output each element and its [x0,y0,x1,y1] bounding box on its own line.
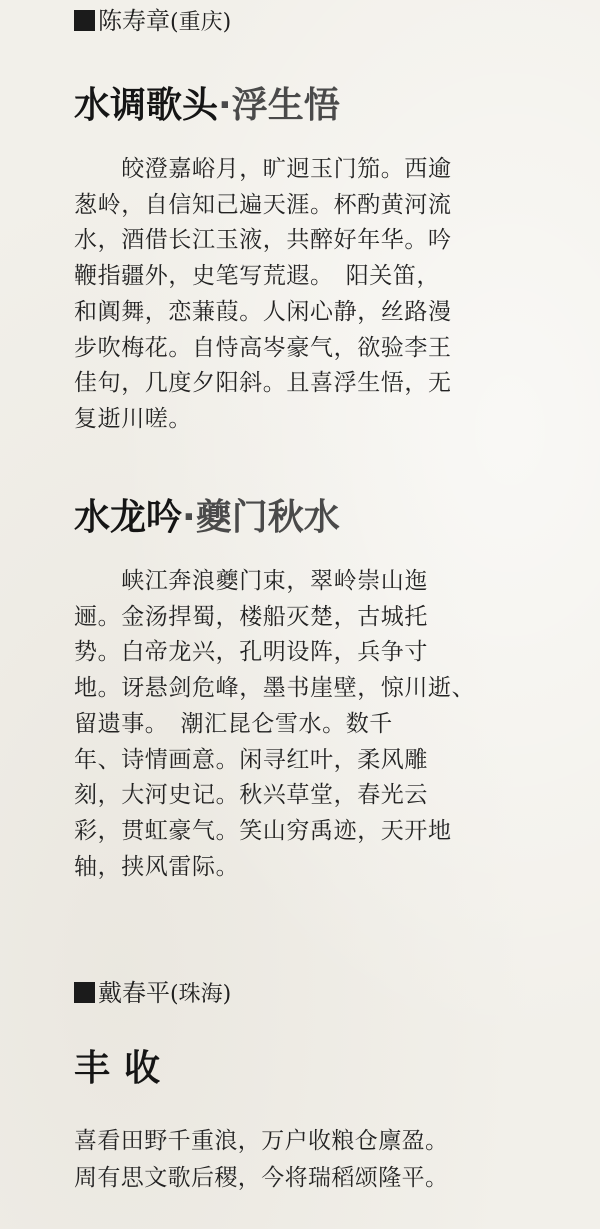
poem-line: 逦。金汤捍蜀，楼船灭楚，古城托 [74,603,428,630]
poem-line: 皎澄嘉峪月，旷迥玉门笳。西逾 [74,156,452,182]
poem-title-2 [74,496,340,540]
square-bullet-icon [74,10,95,31]
poem-body-1 [74,152,534,438]
author-location: (珠海) [170,982,232,1007]
poem-line: 复逝川嗟。 [74,405,192,432]
poem-line: 彩，贯虹豪气。笑山穷禹迹，天开地 [74,817,452,844]
poem-subtitle: 浮生悟 [231,85,340,126]
poem-title-main: 水龙吟 [74,497,183,538]
poem-body-2 [74,564,534,885]
poem-line: 峡江奔浪夔门束，翠岭崇山迤 [74,568,428,594]
poem-line: 年、诗情画意。闲寻红叶，柔风雕 [74,746,428,773]
author-byline-1 [74,6,231,38]
poem-line: 势。白帝龙兴，孔明设阵，兵争寸 [74,639,428,666]
poem-line: 地。讶悬剑危峰，墨书崖壁，惊川逝、 [74,675,476,702]
poem-title-separator: · [182,497,196,538]
poem-line: 喜看田野千重浪，万户收粮仓廪盈。 [74,1128,449,1154]
poem-title-main: 水调歌头 [74,85,219,126]
poem-subtitle: 夔门秋水 [195,497,340,538]
author-name: 陈寿章 [98,7,170,35]
poem-line: 轴，挟风雷际。 [74,853,240,880]
poem-line: 刻，大河史记。秋兴草堂，春光云 [74,782,428,809]
poem-line: 鞭指疆外，史笔写荒遐。 阳关笛， [74,263,441,290]
poem-line: 步吹梅花。自恃高岑豪气，欲验李王 [74,334,452,361]
square-bullet-icon [74,982,95,1003]
author-byline-2 [74,978,231,1010]
poem-title-1 [74,84,340,128]
poem-line: 和阗舞，恋蒹葭。人闲心静，丝路漫 [74,298,452,325]
author-name: 戴春平 [98,979,170,1007]
poem-body-3 [74,1123,534,1197]
poem-line: 葱岭，自信知己遍天涯。杯酌黄河流 [74,191,452,218]
poem-line: 留遗事。 潮汇昆仑雪水。数千 [74,710,393,737]
poem-title-main: 丰收 [74,1048,175,1089]
poem-line: 佳句，几度夕阳斜。且喜浮生悟，无 [74,370,452,397]
author-location: (重庆) [170,10,232,35]
poem-title-separator: · [218,85,232,126]
poem-line: 周有思文歌后稷，今将瑞稻颂隆平。 [74,1165,449,1191]
poem-title-3 [74,1047,174,1091]
poem-line: 水，酒借长江玉液，共醉好年华。吟 [74,227,452,254]
